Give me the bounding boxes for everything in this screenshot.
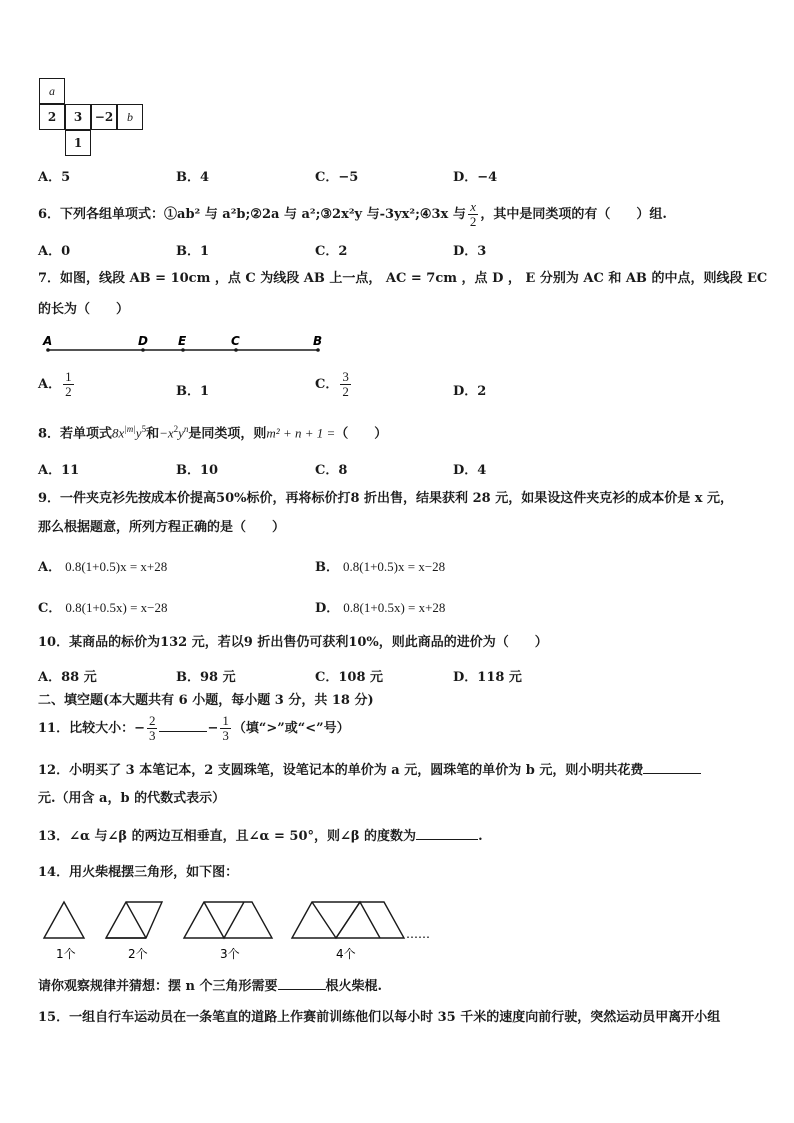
triangle-group-2 bbox=[106, 902, 162, 938]
point-label-e: E bbox=[178, 334, 187, 348]
q5-option-a[interactable]: A．5 bbox=[38, 170, 71, 185]
q9-line1: 9．一件夹克衫先按成本价提高50%标价，再将标价打8 折出售，结果获利 28 元，如果设这件夹克衫的成本价是 x 元， bbox=[38, 491, 734, 506]
net-cell-2: 2 bbox=[39, 104, 65, 130]
point-label-b: B bbox=[313, 334, 323, 348]
q7-option-a[interactable]: A． $\frac{1}{2}$ bbox=[38, 369, 72, 399]
point-c-dot bbox=[234, 348, 238, 352]
label-4: 4个 bbox=[336, 947, 356, 961]
q10-option-a[interactable]: A．88 元 bbox=[38, 670, 97, 685]
point-label-a: A bbox=[43, 334, 53, 348]
ellipsis: …… bbox=[406, 927, 430, 941]
q10-option-d[interactable]: D．118 元 bbox=[453, 670, 522, 685]
q8-option-c[interactable]: C．8 bbox=[315, 463, 348, 478]
q5-option-c[interactable]: C．−5 bbox=[315, 170, 359, 185]
q10-option-b[interactable]: B．98 元 bbox=[176, 670, 236, 685]
label-3: 3个 bbox=[220, 947, 240, 961]
q6-option-d[interactable]: D．3 bbox=[453, 244, 487, 259]
triangle-group-1 bbox=[44, 902, 84, 938]
net-cell-b: b bbox=[117, 104, 143, 130]
q7-line2: 的长为（ ） bbox=[38, 302, 130, 317]
q7-option-c[interactable]: C． $\frac{3}{2}$ bbox=[315, 369, 349, 399]
q13-question: 13．∠α 与∠β 的两边互相垂直，且∠α = 50°，则∠β 的度数为 . bbox=[38, 829, 483, 844]
q9-option-b[interactable]: B． 0.8(1+0.5)x = x−28 bbox=[315, 559, 446, 575]
q12-answer-blank[interactable] bbox=[643, 761, 701, 774]
q6-option-b[interactable]: B．1 bbox=[176, 244, 210, 259]
q8-question: 8．若单项式$8x^{|m|}y^5$和$-x^2y^n$是同类项，则m² + n + 1 =（ ） bbox=[38, 424, 388, 442]
q6-option-c[interactable]: C．2 bbox=[315, 244, 348, 259]
q8-option-d[interactable]: D．4 bbox=[453, 463, 487, 478]
q5-option-b[interactable]: B．4 bbox=[176, 170, 210, 185]
matchstick-triangles-figure bbox=[38, 890, 458, 965]
point-e-dot bbox=[181, 348, 185, 352]
q12-line2: 元.（用含 a，b 的代数式表示） bbox=[38, 791, 226, 806]
q9-option-c[interactable]: C． 0.8(1+0.5x) = x−28 bbox=[38, 600, 168, 616]
q14-question: 请你观察规律并猜想：摆 n 个三角形需要 根火柴棍. bbox=[38, 979, 383, 994]
q7-option-d[interactable]: D．2 bbox=[453, 384, 487, 399]
q7-option-b[interactable]: B．1 bbox=[176, 384, 210, 399]
q10-option-c[interactable]: C．108 元 bbox=[315, 670, 384, 685]
triangle-group-3 bbox=[184, 902, 272, 938]
q8-option-a[interactable]: A．11 bbox=[38, 463, 80, 478]
q9-line2: 那么根据题意，所列方程正确的是（ ） bbox=[38, 520, 286, 535]
net-cell-3: 3 bbox=[65, 104, 91, 130]
q6-option-a[interactable]: A．0 bbox=[38, 244, 71, 259]
q6-text-a: 6．下列各组单项式：①ab² 与 a²b;②2a 与 a²;③2x²y 与-3yx²;④3x 与 bbox=[38, 207, 466, 222]
point-a-dot bbox=[46, 348, 50, 352]
point-label-c: C bbox=[231, 334, 240, 348]
q11-question: 11．比较大小：− $\frac{2}{3}$ − $\frac{1}{3}$ （填“>”或“<”号） bbox=[38, 713, 350, 743]
q13-answer-blank[interactable] bbox=[416, 827, 478, 840]
section-heading: 二、填空题(本大题共有 6 小题，每小题 3 分，共 18 分) bbox=[38, 693, 374, 708]
net-cell-1: 1 bbox=[65, 130, 91, 156]
point-b-dot bbox=[316, 348, 320, 352]
q6-text-b: ，其中是同类项的有（ ）组. bbox=[480, 207, 667, 222]
net-cell-a: a bbox=[39, 78, 65, 104]
label-1: 1个 bbox=[56, 947, 76, 961]
q14-answer-blank[interactable] bbox=[278, 977, 326, 990]
q12-line1: 12．小明买了 3 本笔记本，2 支圆珠笔，设笔记本的单价为 a 元，圆珠笔的单价为 b 元，则小明共花费 bbox=[38, 761, 701, 779]
q7-line1: 7．如图，线段 AB = 10cm ，点 C 为线段 AB 上一点， AC = 7cm ，点 D ， E 分别为 AC 和 AB 的中点，则线段 EC bbox=[38, 271, 768, 286]
q11-answer-blank[interactable] bbox=[159, 719, 207, 732]
q5-option-d[interactable]: D．−4 bbox=[453, 170, 498, 185]
q9-option-a[interactable]: A． 0.8(1+0.5)x = x+28 bbox=[38, 559, 168, 575]
segment-figure bbox=[38, 331, 338, 355]
net-cell-neg2: −2 bbox=[91, 104, 117, 130]
q15-question: 15．一组自行车运动员在一条笔直的道路上作赛前训练他们以每小时 35 千米的速度向前行驶，突然运动员甲离开小组 bbox=[38, 1010, 721, 1025]
q14-title: 14．用火柴棍摆三角形，如下图： bbox=[38, 865, 239, 880]
point-d-dot bbox=[141, 348, 145, 352]
q6-question bbox=[38, 200, 667, 229]
q6-fraction: $\frac{x}{2}$ bbox=[469, 199, 477, 229]
q9-option-d[interactable]: D． 0.8(1+0.5x) = x+28 bbox=[315, 600, 446, 616]
label-2: 2个 bbox=[128, 947, 148, 961]
q8-option-b[interactable]: B．10 bbox=[176, 463, 219, 478]
q10-question: 10．某商品的标价为132 元，若以9 折出售仍可获利10%，则此商品的进价为（ ） bbox=[38, 635, 548, 650]
point-label-d: D bbox=[138, 334, 148, 348]
